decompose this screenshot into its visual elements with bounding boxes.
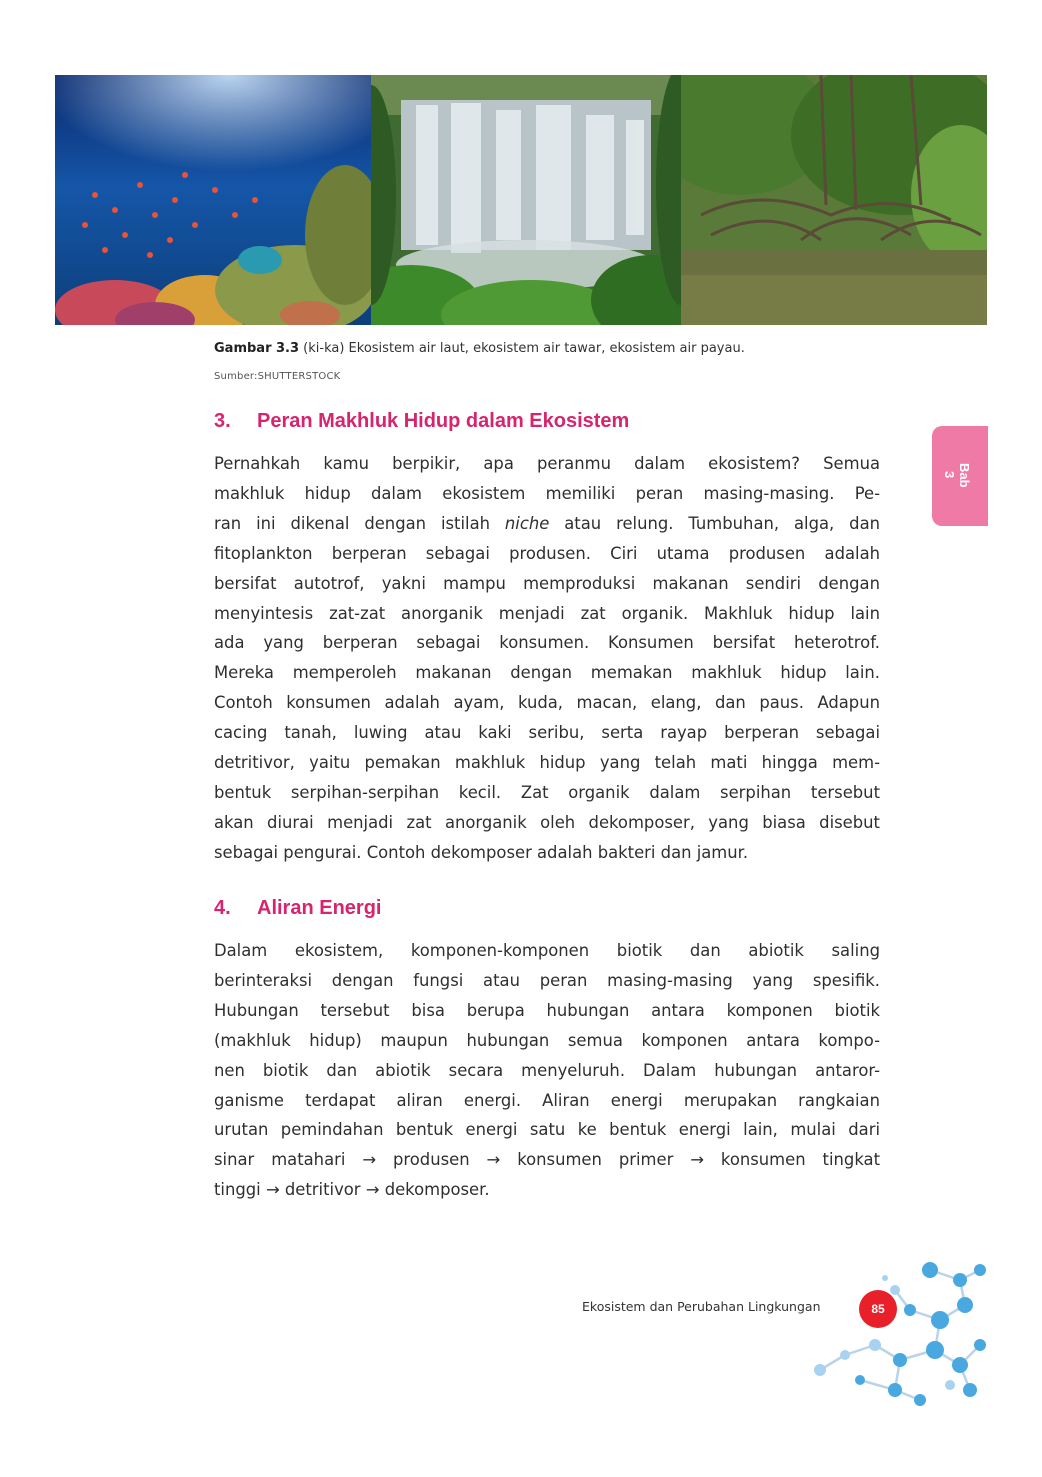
paragraph-line: akan diurai menjadi zat anorganik oleh dekomposer, yang biasa disebut (214, 812, 880, 832)
paragraph-line: Dalam ekosistem, komponen-komponen biotik dan abiotik saling (214, 941, 880, 960)
section-3-number: 3. (214, 410, 231, 432)
chapter-side-tab-label: Bab 3 (942, 462, 972, 488)
paragraph-line: Contoh konsumen adalah ayam, kuda, macan, elang, dan paus. Adapun (214, 693, 880, 713)
term-niche: niche (504, 513, 550, 533)
figure-caption-text: (ki-ka) Ekosistem air laut, ekosistem air tawar, ekosistem air payau. (299, 341, 745, 356)
paragraph-line: ran ini dikenal dengan istilah niche atau relung. Tumbuhan, alga, dan (214, 513, 880, 533)
paragraph-line: menyintesis zat-zat anorganik menjadi zat organik. Makhluk hidup lain (214, 603, 880, 623)
coral-reef-photo (55, 75, 371, 325)
paragraph-line: nen biotik dan abiotik secara menyeluruh. Dalam hubungan antaror- (214, 1060, 880, 1080)
paragraph-line: fitoplankton berperan sebagai produsen. Ciri utama produsen adalah (214, 543, 880, 563)
figure-photo-strip (55, 75, 987, 325)
paragraph-line: (makhluk hidup) maupun hubungan semua komponen antara kompo- (214, 1030, 880, 1050)
paragraph-line: urutan pemindahan bentuk energi satu ke bentuk energi lain, mulai dari (214, 1120, 880, 1140)
waterfall-photo (371, 75, 681, 325)
figure-caption (214, 341, 745, 356)
paragraph-line: bersifat autotrof, yakni mampu memproduksi makanan sendiri dengan (214, 573, 880, 593)
paragraph-line: Pernahkah kamu berpikir, apa peranmu dalam ekosistem? Semua (214, 454, 880, 473)
figure-caption-label: Gambar 3.3 (214, 341, 300, 356)
section-3-title: Peran Makhluk Hidup dalam Ekosistem (257, 410, 630, 432)
paragraph-line: cacing tanah, luwing atau kaki seribu, serta rayap berperan sebagai (214, 723, 880, 743)
section-4-heading (214, 897, 381, 920)
paragraph-line: bentuk serpihan-serpihan kecil. Zat organik dalam serpihan tersebut (214, 782, 880, 802)
paragraph-line: Mereka memperoleh makanan dengan memakan makhluk hidup lain. (214, 663, 880, 683)
figure-source: Sumber:SHUTTERSTOCK (214, 371, 341, 382)
paragraph-line: ganisme terdapat aliran energi. Aliran energi merupakan rangkaian (214, 1090, 880, 1110)
paragraph-line: tinggi → detritivor → dekomposer. (214, 1180, 490, 1200)
paragraph-line: sinar matahari → produsen → konsumen primer → konsumen tingkat (214, 1150, 880, 1170)
section-4-paragraph (214, 936, 880, 1205)
footer-book-title: Ekosistem dan Perubahan Lingkungan (582, 1299, 821, 1314)
section-3-paragraph (214, 449, 880, 868)
paragraph-line: ada yang berperan sebagai konsumen. Konsumen bersifat heterotrof. (214, 633, 880, 653)
mangrove-photo (681, 75, 987, 325)
section-4-number: 4. (214, 897, 231, 919)
section-4-title: Aliran Energi (257, 897, 382, 919)
paragraph-line: detritivor, yaitu pemakan makhluk hidup yang telah mati hingga mem- (214, 753, 880, 773)
paragraph-line: berinteraksi dengan fungsi atau peran masing-masing yang spesifik. (214, 970, 880, 990)
paragraph-line: Hubungan tersebut bisa berupa hubungan antara komponen biotik (214, 1000, 880, 1020)
page-number: 85 (859, 1290, 897, 1328)
paragraph-line: sebagai pengurai. Contoh dekomposer adalah bakteri dan jamur. (214, 842, 749, 862)
section-3-heading (214, 410, 629, 433)
paragraph-line: makhluk hidup dalam ekosistem memiliki peran masing-masing. Pe- (214, 483, 880, 503)
molecule-decoration (800, 1250, 992, 1410)
